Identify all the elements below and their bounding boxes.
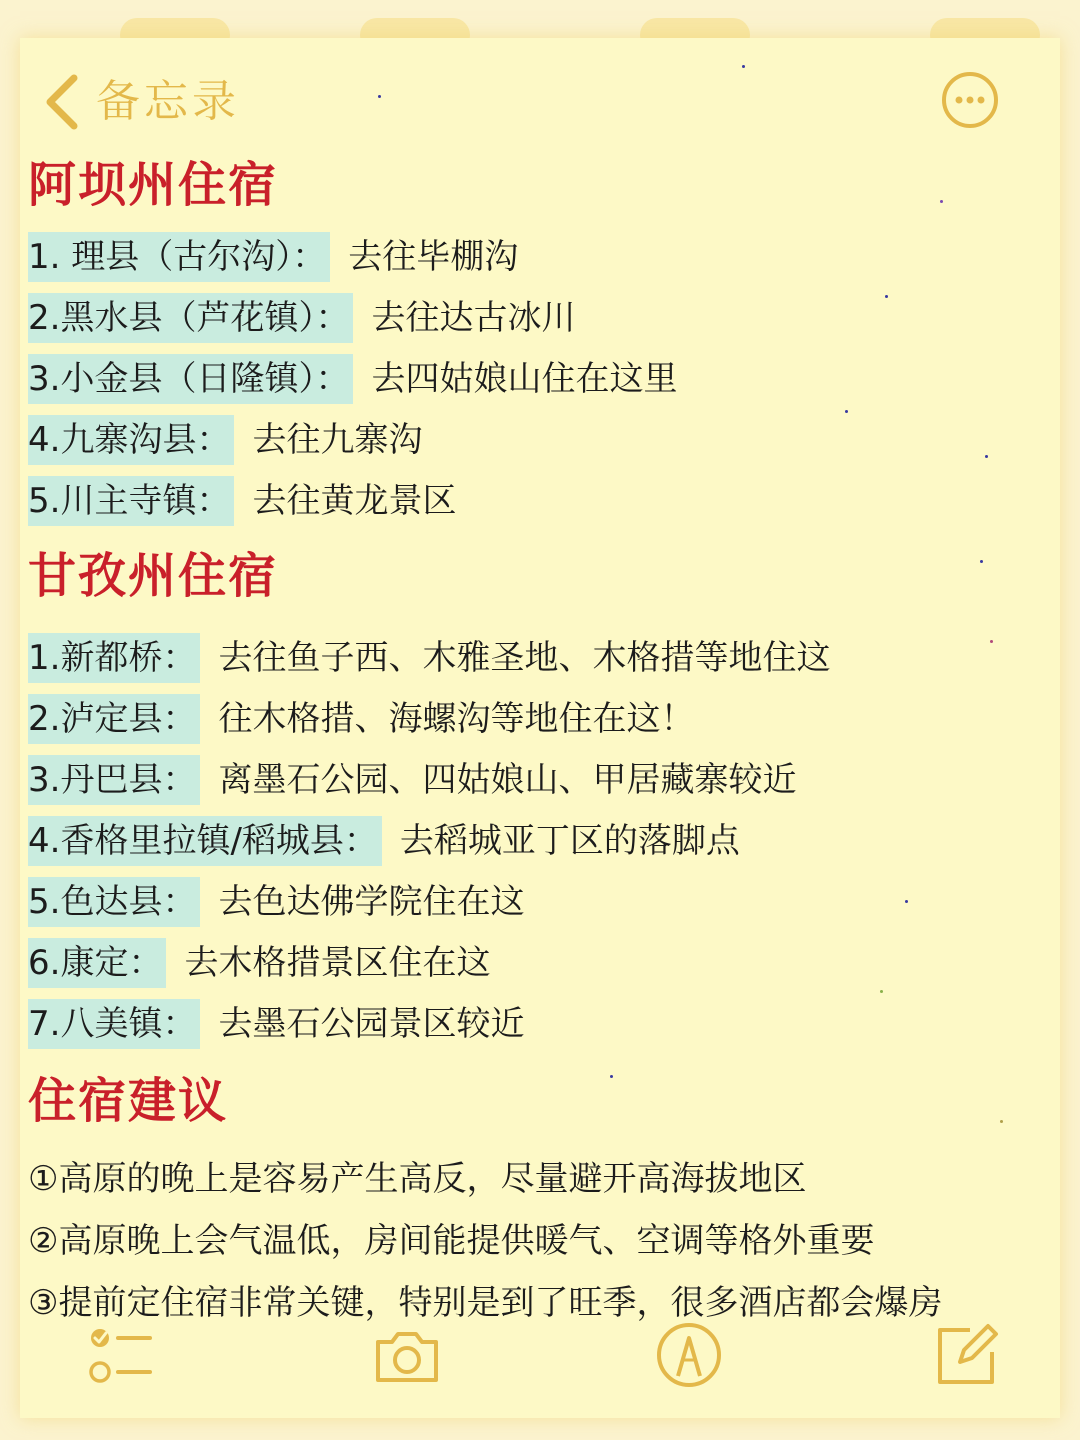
more-options-icon[interactable]: [940, 70, 1000, 130]
item-label: 3.丹巴县：: [28, 755, 200, 805]
decor-speck: [742, 65, 745, 68]
item-label: 1.新都桥：: [28, 633, 200, 683]
chevron-left-icon[interactable]: [40, 72, 84, 132]
item-label: 7.八美镇：: [28, 999, 200, 1049]
item-desc: 去往达古冰川: [371, 297, 576, 338]
camera-icon[interactable]: [372, 1320, 442, 1390]
list-item: [28, 287, 1028, 348]
item-desc: 去木格措景区住在这: [184, 942, 491, 983]
section-title-ganzi: 甘孜州住宿: [28, 548, 279, 604]
decor-speck: [985, 455, 988, 458]
decor-speck: [980, 560, 983, 563]
item-desc: 去往黄龙景区: [252, 480, 457, 521]
checklist-icon[interactable]: [86, 1320, 156, 1390]
item-desc: 去往鱼子西、木雅圣地、木格措等地住这: [218, 637, 831, 678]
decor-speck: [885, 295, 888, 298]
list-item: [28, 348, 1028, 409]
pen-icon[interactable]: [654, 1320, 724, 1390]
list-item: [28, 627, 1028, 688]
item-label: 3.小金县（日隆镇）：: [28, 354, 353, 404]
list-item: [28, 932, 1028, 993]
item-desc: 去墨石公园景区较近: [218, 1003, 525, 1044]
decor-speck: [1000, 1120, 1003, 1123]
decor-speck: [990, 640, 993, 643]
header: [40, 64, 1000, 140]
item-desc: 去四姑娘山住在这里: [371, 358, 678, 399]
list-item: [28, 749, 1028, 810]
list-item: [28, 871, 1028, 932]
note-content[interactable]: [28, 150, 1028, 1330]
item-label: 1. 理县（古尔沟）：: [28, 232, 330, 282]
compose-icon[interactable]: [930, 1320, 1000, 1390]
item-desc: 去稻城亚丁区的落脚点: [399, 820, 740, 861]
decor-speck: [905, 900, 908, 903]
item-label: 2.泸定县：: [28, 694, 200, 744]
section-list-aba: [28, 226, 1028, 531]
item-desc: 离墨石公园、四姑娘山、甲居藏寨较近: [218, 759, 797, 800]
item-label: 4.香格里拉镇/稻城县：: [28, 816, 382, 866]
item-label: 6.康定：: [28, 938, 166, 988]
advice-tip: ③提前定住宿非常关键，特别是到了旺季，很多酒店都会爆房: [28, 1282, 943, 1323]
item-desc: 往木格措、海螺沟等地住在这！: [218, 698, 695, 739]
list-item: [28, 688, 1028, 749]
item-label: 2.黑水县（芦花镇）：: [28, 293, 353, 343]
list-item: [28, 810, 1028, 871]
list-item: [28, 226, 1028, 287]
item-desc: 去往毕棚沟: [348, 236, 519, 277]
item-label: 5.色达县：: [28, 877, 200, 927]
item-label: 4.九寨沟县：: [28, 415, 234, 465]
advice-tip: ①高原的晚上是容易产生高反，尽量避开高海拔地区: [28, 1158, 807, 1199]
section-title-aba: 阿坝州住宿: [28, 157, 279, 213]
item-desc: 去色达佛学院住在这: [218, 881, 525, 922]
item-desc: 去往九寨沟: [252, 419, 423, 460]
decor-speck: [845, 410, 848, 413]
section-title-advice: 住宿建议: [28, 1073, 229, 1129]
section-list-ganzi: [28, 627, 1028, 1054]
advice-tip: ②高原晚上会气温低，房间能提供暖气、空调等格外重要: [28, 1220, 875, 1261]
list-item: [28, 409, 1028, 470]
list-item: [28, 993, 1028, 1054]
bottom-toolbar: [0, 1320, 1080, 1410]
back-button-label[interactable]: 备忘录: [96, 76, 240, 127]
item-label: 5.川主寺镇：: [28, 476, 234, 526]
decor-speck: [880, 990, 883, 993]
list-item: [28, 470, 1028, 531]
advice-list: [28, 1144, 1028, 1330]
decor-speck: [378, 95, 381, 98]
decor-speck: [940, 200, 943, 203]
decor-speck: [610, 1075, 613, 1078]
